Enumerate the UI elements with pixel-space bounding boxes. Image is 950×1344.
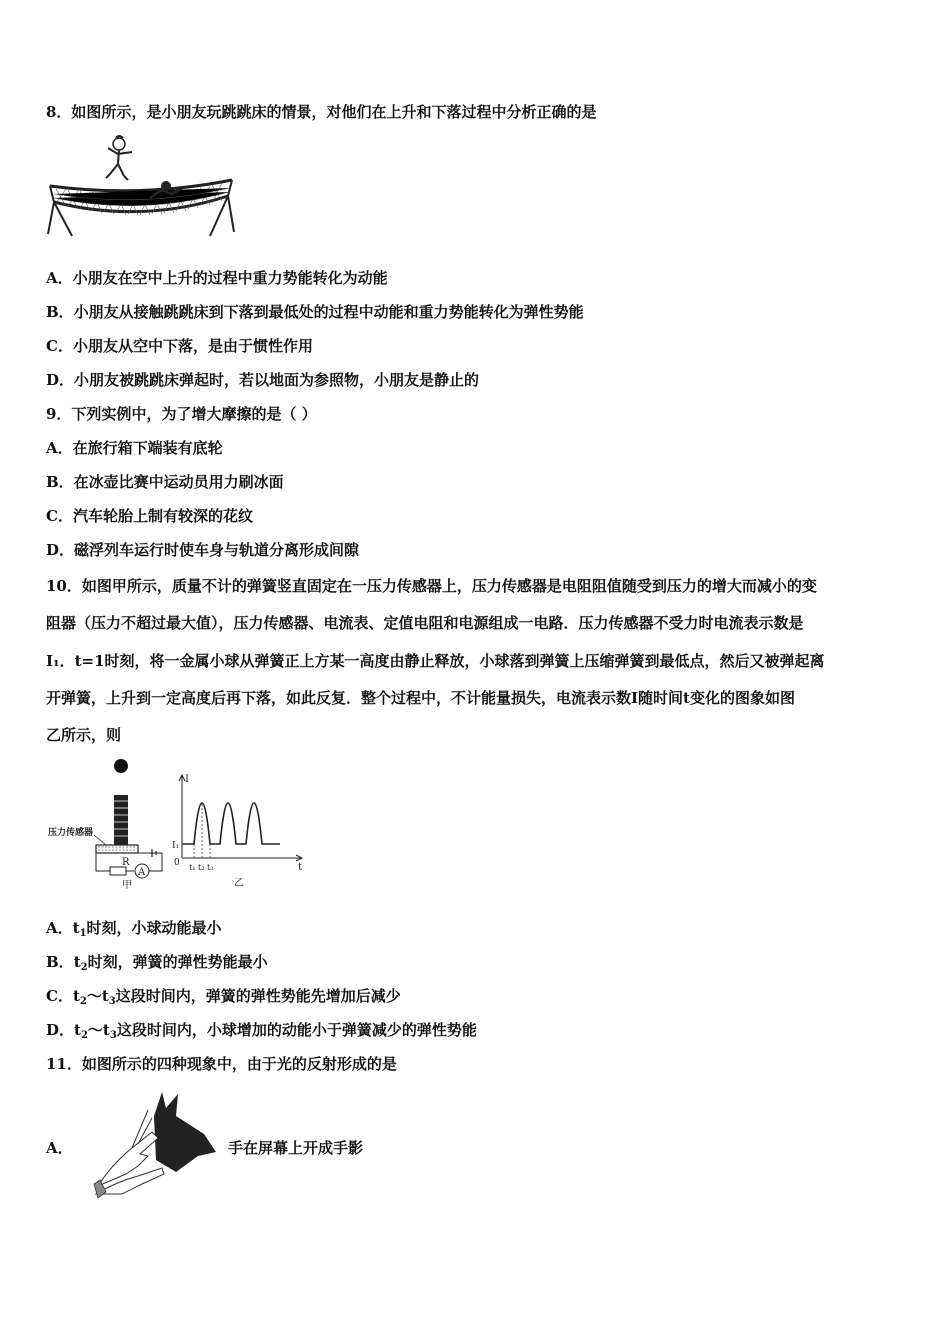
q8-option-a: A．小朋友在空中上升的过程中重力势能转化为动能: [46, 269, 388, 287]
tick-t3: t₃: [207, 863, 214, 872]
spring: [114, 795, 128, 845]
q8-option-b: B．小朋友从接触跳跳床到下落到最低处的过程中动能和重力势能转化为弹性势能: [46, 303, 584, 321]
q10-stem-line-3: I₁．t=1时刻，将一金属小球从弹簧正上方某一高度由静止释放，小球落到弹簧上压缩弹簧到最低点，然后又被弹起离: [46, 652, 825, 670]
metal-ball: [114, 759, 128, 773]
x-axis-label: t: [298, 862, 303, 873]
q9-option-c: C．汽车轮胎上制有较深的花纹: [46, 507, 253, 525]
origin-label: 0: [174, 858, 180, 868]
q8-option-d: D．小朋友被跳跳床弹起时，若以地面为参照物，小朋友是静止的: [46, 371, 480, 389]
figure-b-caption: 乙: [234, 878, 244, 889]
resistor-label: R: [122, 857, 130, 868]
figure-a-circuit: [46, 755, 176, 890]
y-axis: [179, 775, 185, 858]
trampoline-figure: [46, 134, 236, 242]
hand-shadow-figure: [92, 1090, 222, 1200]
q9-stem: 9．下列实例中，为了增大摩擦的是（ ）: [46, 405, 317, 423]
q9-option-d: D．磁浮列车运行时使车身与轨道分离形成间隙: [46, 541, 360, 559]
q10-option-b: B．$t_2$时刻，弹簧的弹性势能最小: [46, 953, 268, 973]
q10-stem-line-5: 乙所示，则: [46, 726, 122, 744]
tick-t1: t₁: [189, 863, 196, 872]
i1-label: I₁: [172, 841, 180, 851]
tick-t2: t₂: [198, 863, 205, 872]
q10-option-a: A．$t_1$时刻，小球动能最小: [46, 919, 222, 939]
figure-a-caption: 甲: [122, 880, 132, 890]
pressure-sensor: [96, 845, 138, 853]
q8-option-c: C．小朋友从空中下落，是由于惯性作用: [46, 337, 313, 355]
q10-option-c: C．$t_2\sim t_3$这段时间内，弹簧的弹性势能先增加后减少: [46, 987, 401, 1007]
ammeter-label: A: [138, 867, 146, 878]
q10-stem-line-2: 阻器（压力不超过最大值），压力传感器、电流表、定值电阻和电源组成一电路．压力传感器不受力时电流表示数是: [46, 614, 804, 632]
figure-b-graph: [172, 772, 307, 890]
q10-option-d: D．$t_2\sim t_3$这段时间内，小球增加的动能小于弹簧减少的弹性势能: [46, 1021, 477, 1041]
q9-option-a: A．在旅行箱下端装有底轮: [46, 439, 223, 457]
y-axis-label: I: [185, 774, 189, 785]
q10-stem-line-1: 10．如图甲所示，质量不计的弹簧竖直固定在一压力传感器上，压力传感器是电阻阻值随受到压力的增大而减小的变: [46, 577, 817, 595]
sensor-label: 压力传感器: [48, 828, 94, 838]
q10-stem-line-4: 开弹簧，上升到一定高度后再下落，如此反复．整个过程中，不计能量损失，电流表示数I随时间t变化的图象如图: [46, 689, 795, 707]
q11-stem: 11．如图所示的四种现象中，由于光的反射形成的是: [46, 1055, 397, 1073]
q11-option-a-letter: A．: [46, 1139, 73, 1157]
q9-option-b: B．在冰壶比赛中运动员用力刷冰面: [46, 473, 284, 491]
q8-stem: 8．如图所示，是小朋友玩跳跳床的情景，对他们在上升和下落过程中分析正确的是: [46, 103, 597, 121]
current-curve: [182, 803, 280, 844]
x-axis: [182, 855, 302, 861]
q11-option-a-text: 手在屏幕上开成手影: [228, 1139, 364, 1157]
